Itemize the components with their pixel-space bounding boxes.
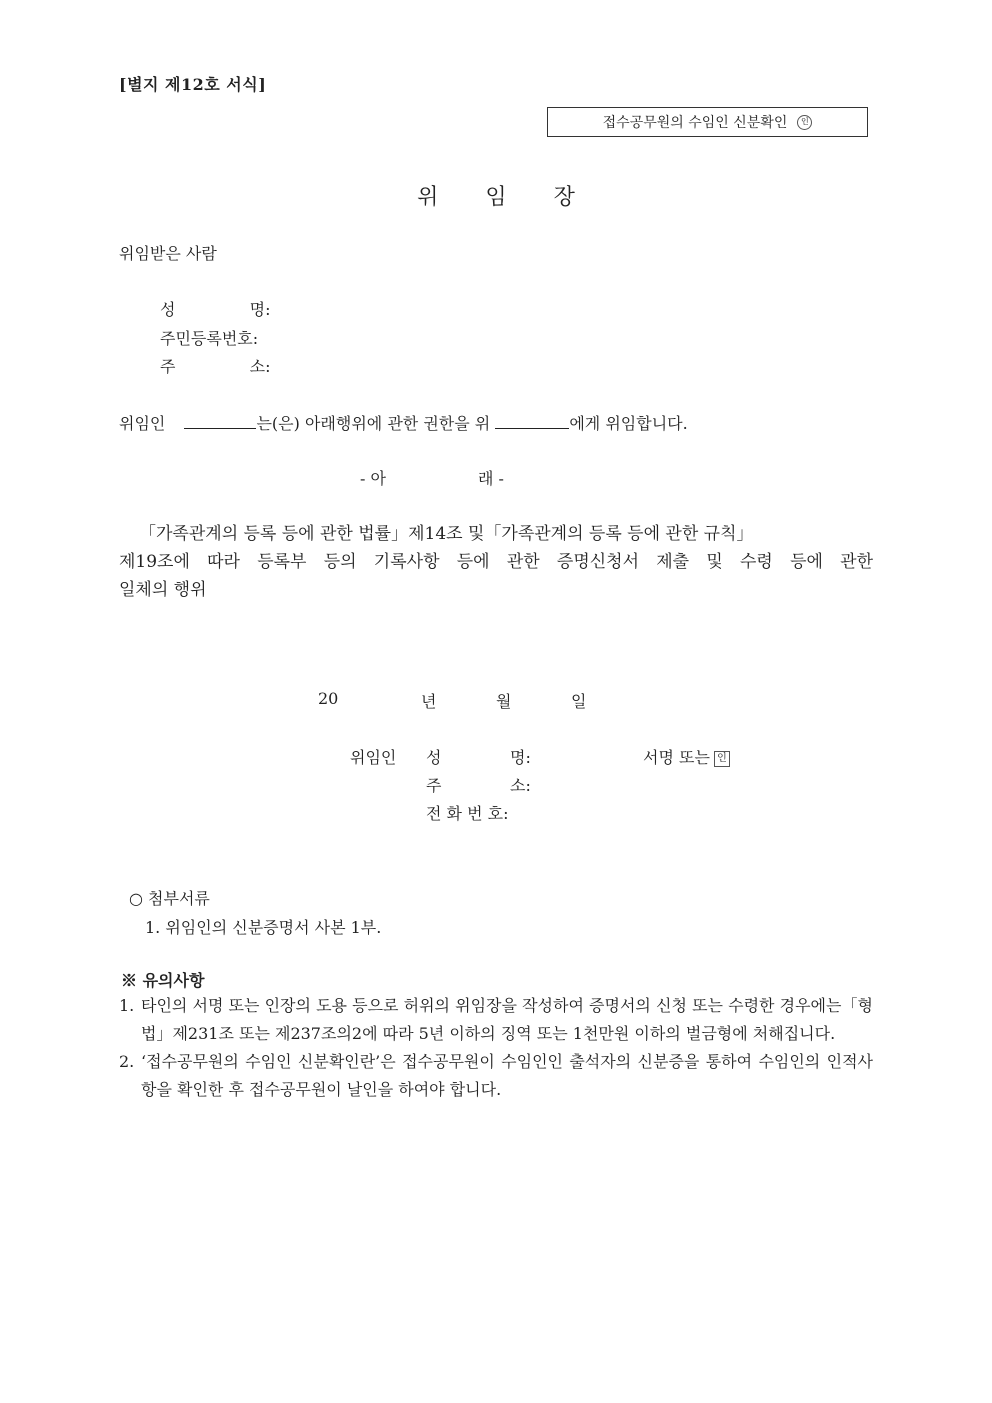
delegation-middle: 는(은) 아래행위에 관한 권한을 위 (256, 414, 491, 433)
seal-square-icon: 인 (714, 751, 730, 767)
clerk-confirmation-box (547, 107, 868, 137)
delegator-phone-label: 전 화 번 호: (426, 804, 509, 823)
note-item (119, 1048, 873, 1104)
notes-list (119, 992, 873, 1104)
field-label: 명: (249, 300, 271, 319)
delegator-label: 위임인 (350, 748, 397, 767)
signature-label: 서명 또는 (643, 748, 710, 767)
title-char: 임 (485, 185, 507, 210)
document-title (0, 180, 992, 211)
delegation-suffix: 에게 위임합니다. (569, 414, 688, 433)
body-line-3: 일체의 행위 (119, 580, 207, 600)
delegator-address-label-b: 소: (510, 776, 531, 795)
seal-circle-icon: 인 (797, 115, 812, 130)
body-line-2: 제19조에 따라 등록부 등의 기록사항 등에 관한 증명신청서 제출 및 수령 등에 관한 (119, 552, 873, 572)
attachment-item: 1. 위임인의 신분증명서 사본 1부. (145, 918, 382, 937)
delegate-address-field (160, 354, 271, 377)
delegator-name-label-b: 명: (510, 748, 531, 767)
attachments-heading: ○ 첨부서류 (129, 889, 210, 908)
clerk-confirmation-label: 접수공무원의 수임인 신분확인 (602, 115, 788, 131)
date-year: 20 (318, 689, 339, 708)
date-day-unit: 일 (571, 692, 587, 711)
field-label: 주민등록번호: (160, 329, 259, 348)
field-label: 성 (160, 300, 176, 319)
delegator-name-label-a: 성 (426, 748, 442, 767)
form-number: [별지 제12호 서식] (119, 75, 267, 94)
note-text: 타인의 서명 또는 인장의 도용 등으로 허위의 위임장을 작성하여 증명서의 신청 또는 수령한 경우에는「형법」제231조 또는 제237조의2에 따라 5년 이하의 징역 또는 1천만원 이하의 벌금형에 처해집니다. (141, 996, 873, 1043)
note-text: ‘접수공무원의 수임인 신분확인란’은 접수공무원이 수임인인 출석자의 신분증을 통하여 수임인의 인적사항을 확인한 후 접수공무원이 날인을 하여야 합니다. (141, 1052, 873, 1099)
delegate-name-field (160, 297, 271, 320)
note-number: 2. (119, 1052, 135, 1071)
below-heading-left: - 아 (360, 469, 386, 488)
delegatee-blank[interactable] (495, 414, 569, 429)
notes-heading: ※ 유의사항 (121, 971, 205, 990)
note-item (119, 992, 873, 1048)
delegate-id-field (160, 326, 258, 349)
title-char: 장 (553, 185, 575, 210)
field-label: 주 (160, 357, 176, 376)
delegator-blank[interactable] (184, 414, 256, 429)
body-line-1: 「가족관계의 등록 등에 관한 법률」제14조 및「가족관계의 등록 등에 관한 규칙」 (139, 524, 754, 544)
date-month-unit: 월 (496, 692, 512, 711)
delegation-sentence (119, 411, 688, 434)
title-char: 위 (417, 185, 439, 210)
delegate-heading: 위임받은 사람 (119, 244, 217, 263)
below-heading-right: 래 - (478, 469, 504, 488)
field-label: 소: (249, 357, 271, 376)
delegator-prefix: 위임인 (119, 414, 166, 433)
date-year-unit: 년 (421, 692, 437, 711)
delegator-address-label-a: 주 (426, 776, 442, 795)
signature-area (643, 745, 730, 768)
note-number: 1. (119, 996, 135, 1015)
